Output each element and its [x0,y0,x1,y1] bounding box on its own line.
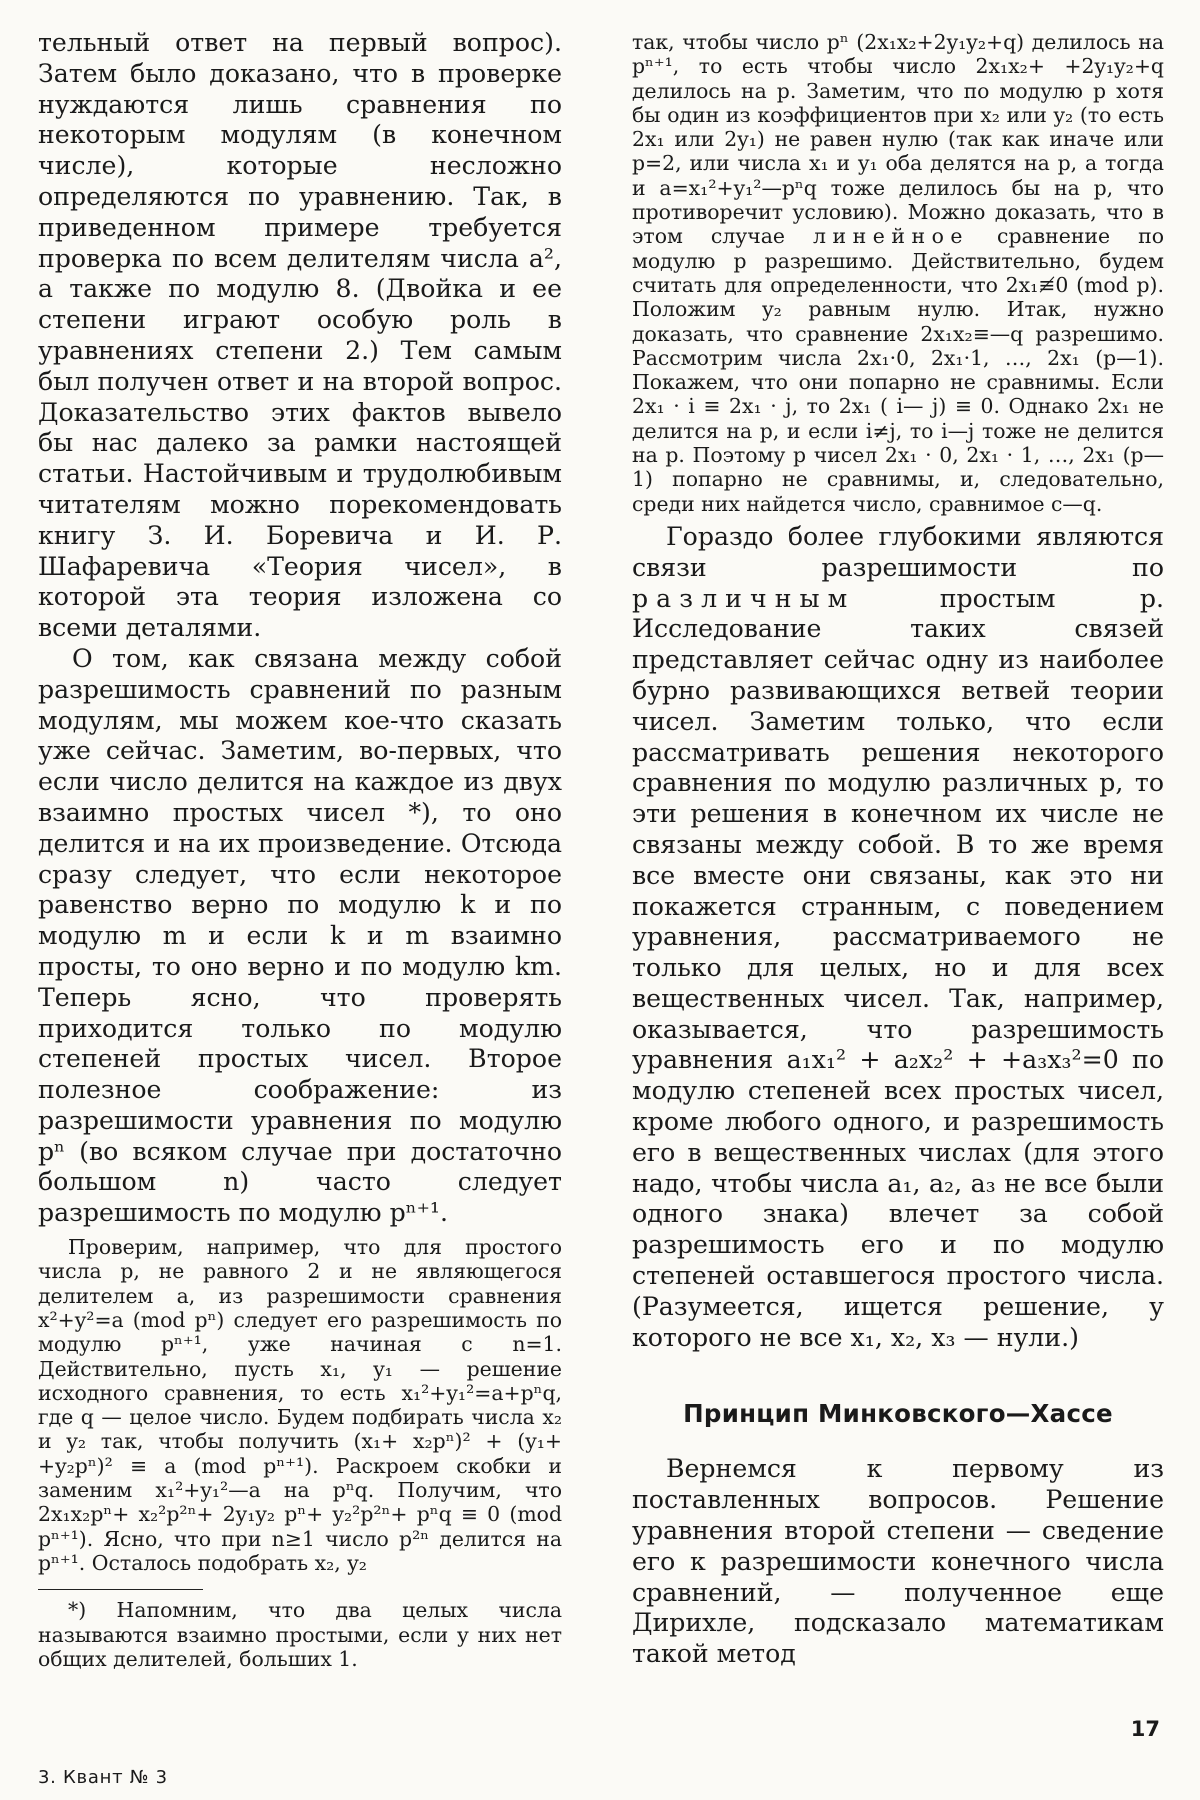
page-number: 17 [1130,1717,1160,1741]
proof-text: так, чтобы число pⁿ (2x₁x₂+2y₁y₂+q) делилось на pⁿ⁺¹, то есть чтобы число 2x₁x₂+ +2y₁y₂+q делилось на p. Заметим, что по модулю p хотя бы один из коэффициентов при x₂ или y₂ (то есть 2x₁ или 2y₁) не равен нулю (так как иначе или p=2, или числа x₁ и y₁ оба делятся на p, а тогда и a=x₁²+y₁²—pⁿq тоже делилось бы на p, что противоречит условию). Можно доказать, что в этом случае [632,30,1164,249]
proof-paragraph: Проверим, например, что для простого числа p, не равного 2 и не являющегося делителем a, из разрешимости сравнения x²+y²=a (mod pⁿ) следует его разрешимость по модулю pⁿ⁺¹, уже начиная с n=1. Действительно, пусть x₁, y₁ — решение исходного сравнения, то есть x₁²+y₁²=a+pⁿq, где q — целое число. Будем подбирать числа x₂ и y₂ так, чтобы получить (x₁+ x₂pⁿ)² + (y₁+ +y₂pⁿ)² ≡ a (mod pⁿ⁺¹). Раскроем скобки и заменим x₁²+y₁²—a на pⁿq. Получим, что 2x₁x₂pⁿ+ x₂²p²ⁿ+ 2y₁y₂ pⁿ+ y₂²p²ⁿ+ pⁿq ≡ 0 (mod pⁿ⁺¹). Ясно, что при n≥1 число p²ⁿ делится на pⁿ⁺¹. Осталось подобрать x₂, y₂ [38,1235,562,1575]
section-heading: Принцип Минковского—Хассе [683,1399,1113,1429]
left-column [38,28,562,1671]
proof-text: сравнение по модулю p разрешимо. Действительно, будем считать для определенности, что 2x₁≢0 (mod p). Положим y₂ равным нулю. Итак, нужно доказать, что сравнение 2x₁x₂≡—q разрешимо. Рассмотрим числа 2x₁·0, 2x₁·1, …, 2x₁ (p—1). Покажем, что они попарно не сравнимы. Если 2x₁ · i ≡ 2x₁ · j, то 2x₁ ( i— j) ≡ 0. Однако 2x₁ не делится на p, и если i≠j, то i—j тоже не делится на p. Поэтому p чисел 2x₁ · 0, 2x₁ · 1, …, 2x₁ (p—1) попарно не сравнимы, и, следовательно, среди них найдется число, сравнимое с—q. [632,224,1164,516]
body-text: Гораздо более глубокими являются связи разрешимости по [632,521,1164,582]
emphasized-word: линейное [813,224,969,249]
right-column [632,30,1164,1670]
emphasized-word: различным [632,583,856,613]
body-paragraph: Вернемся к первому из поставленных вопросов. Решение уравнения второй степени — сведение его к разрешимости конечного числа сравнений, — полученное еще Дирихле, подсказало математикам такой метод [632,1454,1164,1669]
body-paragraph [632,522,1164,1354]
body-paragraph: тельный ответ на первый вопрос). Затем было доказано, что в проверке нуждаются лишь сравнения по некоторым модулям (в конечном числе), которые несложно определяются по уравнению. Так, в приведенном примере требуется проверка по всем делителям числа a², а также по модулю 8. (Двойка и ее степени играют особую роль в уравнениях степени 2.) Тем самым был получен ответ и на второй вопрос. Доказательство этих фактов вывело бы нас далеко за рамки настоящей статьи. Настойчивым и трудолюбивым читателям можно порекомендовать книгу З. И. Боревича и И. Р. Шафаревича «Теория чисел», в которой эта теория изложена со всеми деталями. [38,28,562,643]
footnote-divider [38,1589,203,1590]
printer-signature: 3. Квант № 3 [38,1767,168,1788]
body-paragraph: О том, как связана между собой разрешимость сравнений по разным модулям, мы можем кое-что сказать уже сейчас. Заметим, во-первых, что если число делится на каждое из двух взаимно простых чисел *), то оно делится и на их произведение. Отсюда сразу следует, что если некоторое равенство верно по модулю k и по модулю m и если k и m взаимно просты, то оно верно и по модулю km. Теперь ясно, что проверять приходится только по модулю степеней простых чисел. Второе полезное соображение: из разрешимости уравнения по модулю pⁿ (во всяком случае при достаточно большом n) часто следует разрешимость по модулю pⁿ⁺¹. [38,643,562,1228]
body-text: простым p. Исследование таких связей представляет сейчас одну из наиболее бурно развивающихся ветвей теории чисел. Заметим только, что если рассматривать решения некоторого сравнения по модулю различных p, то эти решения в конечном их числе не связаны между собой. В то же время все вместе они связаны, как это ни покажется странным, с поведением уравнения, рассматриваемого не только для целых, но и для всех вещественных чисел. Так, например, оказывается, что разрешимость уравнения a₁x₁² + a₂x₂² + +a₃x₃²=0 по модулю степеней всех простых чисел, кроме любого одного, и разрешимость его в вещественных числах (для этого надо, чтобы числа a₁, a₂, a₃ не все были одного знака) влечет за собой разрешимость его и по модулю степеней оставшегося простого числа. (Разумеется, ищется решение, у которого не все x₁, x₂, x₃ — нули.) [632,583,1164,1352]
proof-paragraph-continued [632,30,1164,516]
footnote: *) Напомним, что два целых числа называются взаимно простыми, если у них нет общих делителей, больших 1. [38,1598,562,1671]
